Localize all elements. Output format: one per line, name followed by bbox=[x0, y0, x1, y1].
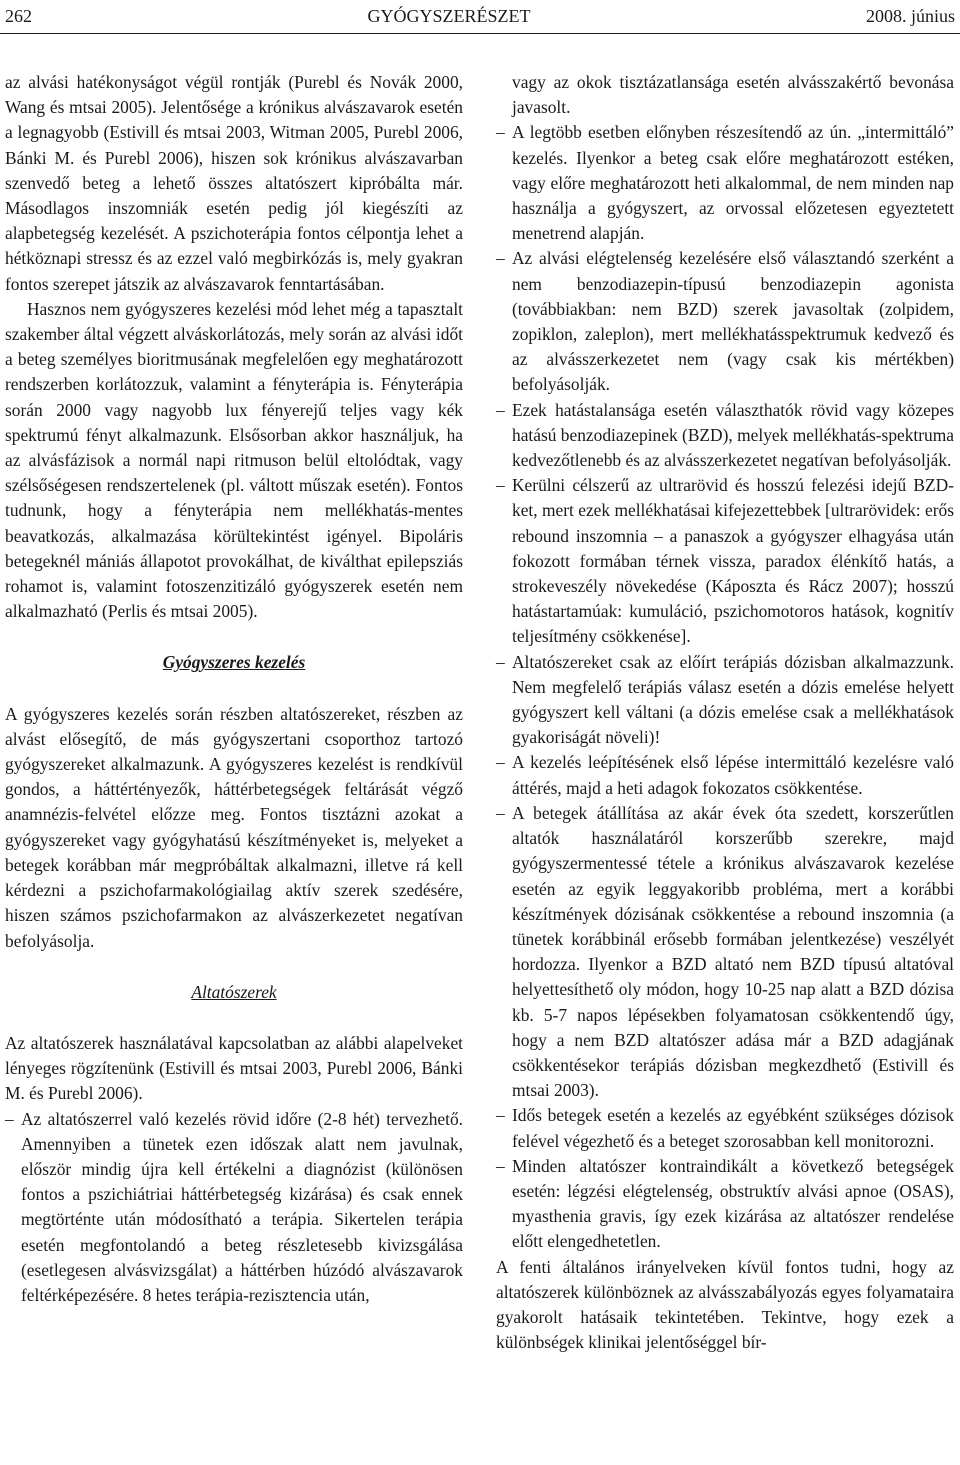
paragraph: Hasznos nem gyógyszeres kezelési mód lehet még a tapasztalt szakember által végzett alváskorlátozás, mely során az alvási időt a beteg személyes bioritmusának megfelelően egy meghatározott rendszerben korlátozzuk, valamint a fényterápia is. Fényterápia során 2000 vagy nagyobb lux fényerejű teljes vagy kék spektrumú fényt alkalmazunk. Elsősorban akkor használjuk, ha az alvásfázisok a normál napi ritmuson belül eltolódtak, vagy szélsőségesen rendszertelenek (pl. váltott műszak esetén). Fontos tudnunk, hogy a fényterápia nem mellékhatás-mentes beavatkozás, alkalmazása körültekintést igényel. Bipoláris betegeknél mániás állapotot provokálhat, de kiválthat epilepsziás rohamot is, valamint fotoszenzitizáló gyógyszerek esetén nem alkalmazható (Perlis és mtsai 2005). bbox=[5, 298, 463, 622]
paragraph: az alvási hatékonyságot végül rontják (Purebl és Novák 2000, Wang és mtsai 2005). Jelentősége a krónikus alvászavarok esetén a legnagyobb (Estivill és mtsai 2003, Witman 2005, Purebl 2006, Bánki M. és Purebl 2006), hiszen sok krónikus alvászavarban szenvedő beteg a lehető összes altatószert kipróbálta már. Másodlagos inszomniák esetén pedig jól kiegészíti az alapbetegség kezelését. A pszichoterápia fontos célpontja lehet a hétköznapi stressz és az ezzel való megbirkózás is, mely gyakran fontos szerepet játszik az alvászavarok fenntartásában. bbox=[5, 72, 463, 294]
dash-bullet: – bbox=[496, 1105, 505, 1126]
section-title-hypnotics: Altatószerek bbox=[191, 981, 277, 1002]
section-heading bbox=[5, 650, 463, 675]
dash-bullet: – bbox=[496, 802, 505, 823]
list-item bbox=[496, 1154, 954, 1255]
header-divider bbox=[0, 33, 960, 34]
dash-bullet: – bbox=[496, 248, 505, 269]
list-item-text: A legtöbb esetben előnyben részesítendő az ún. „intermittáló” kezelés. Ilyenkor a beteg csak előre meghatározott estéken, vagy előre meghatározott heti alkalommal, de nem minden nap használja a gyógyszert, az orvossal előzetesen egyeztetett menetrend alapján. bbox=[512, 122, 954, 244]
list-item bbox=[496, 801, 954, 1103]
page-header bbox=[5, 2, 955, 30]
list-item-text: Az altatószerrel való kezelés rövid időre (2-8 hét) tervezhető. Amennyiben a tünetek ezen időszak alatt nem javulnak, először mindig újra kell értékelni a diagnózist (különösen fontos a pszichiátriai háttérbetegség kizárása) és csak ennek megtörténte után módosítható a terápia. Sikertelen terápia esetén megfontolandó a beteg részletesebb kivizsgálása (esetlegesen alvásvizsgálat) a háttérben húzódó alvászavarok feltérképezésére. 8 hetes terápia-rezisztencia után, bbox=[21, 1108, 463, 1305]
dash-bullet: – bbox=[496, 651, 505, 672]
dash-bullet: – bbox=[496, 399, 505, 420]
dash-bullet: – bbox=[496, 122, 505, 143]
list-item bbox=[496, 750, 954, 800]
dash-bullet: – bbox=[496, 1155, 505, 1176]
list-item-text: A kezelés leépítésének első lépése intermittáló kezelésre való áttérés, majd a heti adagok fokozatos csökkentése. bbox=[512, 752, 954, 798]
list-item bbox=[496, 1103, 954, 1153]
list-item bbox=[496, 650, 954, 751]
list-item-text: Minden altatószer kontraindikált a következő betegségek esetén: légzési elégtelenség, obstruktív alvási apnoe (OSAS), myasthenia gravis, így ezek kizárása az altatószer rendelése előtt elengedhetetlen. bbox=[512, 1155, 954, 1252]
section-title-drug-treatment: Gyógyszeres kezelés bbox=[162, 652, 306, 673]
left-column bbox=[5, 70, 463, 1308]
continued-text: vagy az okok tisztázatlansága esetén alvásszakértő bevonása javasolt. bbox=[512, 72, 954, 118]
list-item bbox=[5, 1107, 463, 1309]
paragraph: Az altatószerek használatával kapcsolatban az alábbi alapelveket lényeges rögzítenünk (Estivill és mtsai 2003, Purebl 2006, Bánki M. és Purebl 2006). bbox=[5, 1032, 463, 1104]
list-item-text: Altatószereket csak az előírt terápiás dózisban alkalmazzunk. Nem megfelelő terápiás válasz esetén a dózis emelése helyett gyógyszert kell váltani (a dózis emelése csak a mellékhatások gyakoriságát növeli)! bbox=[512, 651, 954, 748]
list-item bbox=[496, 120, 954, 246]
subsection-heading bbox=[5, 980, 463, 1005]
paragraph: A fenti általános irányelveken kívül fontos tudni, hogy az altatószerek különböznek az alvásszabályozás egyes folyamataira gyakorolt hatásaik tekintetében. Tekintve, hogy ezek a különbségek klinikai jelentőséggel bír- bbox=[496, 1256, 954, 1353]
list-item-text: A betegek átállítása az akár évek óta szedett, korszerűtlen altatók használatáról korszerűbb szerekre, majd gyógyszermentessé tétele a krónikus alvászavarok kezelése esetén az egyik leggyakoribb probléma, mert a korábbi készítmények dózisának csökkentése a rebound inszomnia (a tünetek korábbinál erősebb formában jelentkezése) veszélyét hordozza. Ilyenkor a BZD altató nem BZD típusú altatóval helyettesíthető oly módon, hogy 10-25 nap alatt a BZD dózisa kb. 5-7 napos lépésekben folyamatosan csökkentendő úgy, hogy a nem BZD altatószer adása már a BZD adagjának csökkentésekor terápiás dózisban megkezdhető (Estivill és mtsai 2003). bbox=[512, 802, 954, 1101]
list-item-text: Az alvási elégtelenség kezelésére első választandó szerként a nem benzodiazepin-típusú benzodiazepin agonista (továbbiakban: nem BZD) szerek javasoltak (zolpidem, zopiklon, zaleplon), mert mellékhatásspektrumuk kedvező és az alvásszerkezetet nem (vagy csak kis mértékben) befolyásolják. bbox=[512, 248, 954, 395]
principles-list bbox=[496, 120, 954, 1254]
list-item-text: Kerülni célszerű az ultrarövid és hosszú felezési idejű BZD-ket, mert ezek mellékhatásai kifejezettebbek [ultrarövidek: erős rebound inszomnia – a panaszok a gyógyszer elhagyása után fokozott formában térnek vissza, paradox élénkítő hatás, a strokeveszély növekedése (Káposzta és Rácz 2007); hosszú hatástartamúak: kumuláció, pszichomotoros hatások, kognitív teljesítmény csökkenése]. bbox=[512, 475, 954, 647]
dash-bullet: – bbox=[496, 475, 505, 496]
dash-bullet: – bbox=[5, 1108, 14, 1129]
journal-title: GYÓGYSZERÉSZET bbox=[367, 5, 531, 26]
issue-date: 2008. június bbox=[865, 5, 955, 26]
list-item-text: Ezek hatástalansága esetén választhatók rövid vagy közepes hatású benzodiazepinek (BZD), melyek mellékhatás-spektruma kedvezőtlenebb és az alvásszerkezetet negatívan befolyásolják. bbox=[512, 399, 954, 471]
dash-bullet: – bbox=[496, 752, 505, 773]
list-item bbox=[496, 398, 954, 474]
paragraph: A gyógyszeres kezelés során részben altatószereket, részben az alvást elősegítő, de más gyógyszertani csoporthoz tartozó gyógyszereket alkalmazunk. A gyógyszeres kezelést is rendkívül gondos, a háttértényezők, háttérbetegségek feltárását végző anamnézis-felvétel előzze meg. Fontos tisztázni azokat a gyógyszereket vagy gyógyhatású készítményeket is, melyeket a betegek korábban már megpróbáltak alkalmazni, illetve rá kell kérdezni a pszichofarmakológiailag aktív szerek szedésére, hiszen számos pszichofarmakon az alvászerkezetet negatívan befolyásolja. bbox=[5, 703, 463, 951]
list-item-text: Idős betegek esetén a kezelés az egyébként szükséges dózisok felével végezhető és a beteget szorosabban kell monitorozni. bbox=[512, 1105, 954, 1151]
list-item bbox=[496, 246, 954, 397]
right-column bbox=[496, 70, 954, 1355]
list-item bbox=[496, 473, 954, 649]
page-number: 262 bbox=[5, 5, 32, 26]
